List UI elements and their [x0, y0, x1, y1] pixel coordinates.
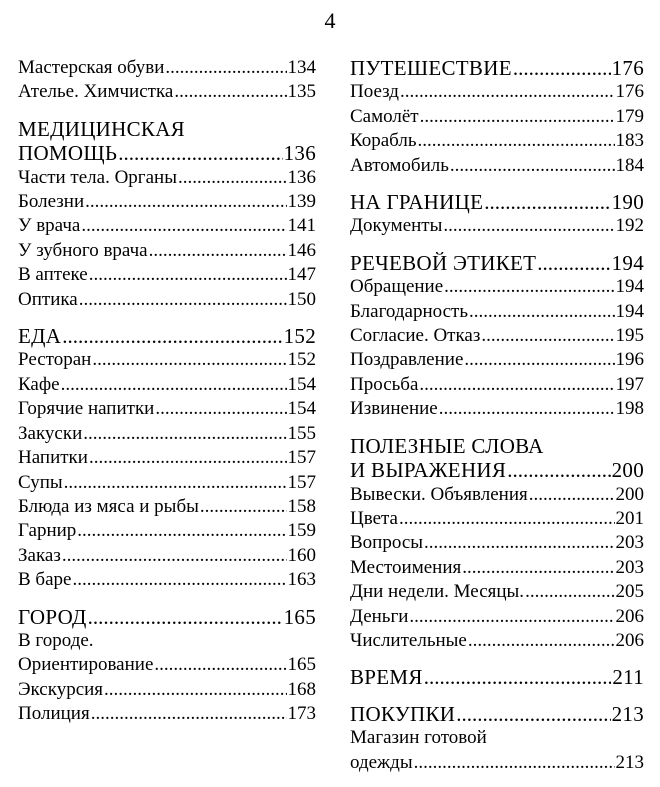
toc-entry-label: Кафе — [18, 373, 60, 395]
toc-entry — [18, 397, 316, 421]
toc-entry-label: Вывески. Объявления — [350, 483, 528, 505]
section-heading-page: 152 — [283, 324, 316, 349]
toc-entry — [350, 214, 644, 238]
dot-leader — [104, 678, 286, 702]
toc-entry-page: 134 — [287, 57, 316, 78]
toc-entry-page: 206 — [615, 629, 644, 651]
toc-entry — [18, 190, 316, 214]
dot-leader — [469, 300, 615, 324]
toc-entry-label: Поздравление — [350, 349, 464, 371]
toc-entry — [18, 495, 316, 519]
toc-entry — [350, 348, 644, 372]
section-heading — [350, 190, 644, 214]
section-heading-label: НА ГРАНИЦЕ — [350, 190, 484, 215]
toc-entry — [18, 56, 316, 80]
toc-entry — [350, 556, 644, 580]
dot-leader — [468, 629, 615, 653]
toc-entry-label: Согласие. Отказ — [350, 325, 481, 347]
toc-entry — [350, 300, 644, 324]
toc-entry-label: Ориентирование — [18, 654, 154, 676]
section-heading — [350, 251, 644, 275]
section-heading — [18, 605, 316, 629]
toc-right-column — [350, 56, 644, 787]
toc-entry — [350, 80, 644, 104]
toc-entry — [350, 324, 644, 348]
toc-entry-label: Горячие напитки — [18, 398, 155, 420]
toc-entry — [18, 263, 316, 287]
dot-leader — [424, 531, 614, 555]
toc-entry-page: 197 — [615, 373, 644, 395]
dot-leader — [464, 348, 614, 372]
toc-entry — [350, 605, 644, 629]
dot-leader — [155, 397, 286, 421]
toc-entry — [18, 653, 316, 677]
toc-entry-page: 198 — [615, 398, 644, 420]
section-heading-line: ПОЛЕЗНЫЕ СЛОВА — [350, 433, 544, 458]
toc-entry-label: Числительные — [350, 629, 467, 651]
toc-entry-label: Извинение — [350, 398, 438, 420]
section-heading-label: ЕДА — [18, 324, 62, 349]
dot-leader — [149, 239, 287, 263]
section-heading-page: 211 — [612, 665, 644, 690]
toc-entry-label: Болезни — [18, 191, 85, 213]
dot-leader — [62, 544, 287, 568]
toc-entry-label: В баре — [18, 569, 72, 591]
toc-entry — [18, 214, 316, 238]
toc-entry-page: 146 — [287, 239, 316, 261]
toc-entry — [350, 154, 644, 178]
toc-entry-page: 206 — [615, 605, 644, 627]
toc-entry-page: 176 — [615, 81, 644, 103]
dot-leader — [64, 471, 287, 495]
dot-leader — [400, 80, 615, 104]
toc-entry-page: 157 — [287, 447, 316, 469]
toc-entry — [18, 678, 316, 702]
toc-entry-page: 150 — [287, 288, 316, 310]
section-heading-page: 165 — [283, 604, 316, 629]
toc-entry-label: Супы — [18, 471, 63, 493]
toc-entry — [350, 751, 644, 775]
toc-entry-page: 157 — [287, 471, 316, 493]
toc-section-right-3 — [350, 434, 644, 654]
toc-section-left-0 — [18, 56, 316, 105]
dot-leader — [77, 519, 286, 543]
toc-entry — [350, 275, 644, 299]
toc-entry: В городе. — [18, 629, 94, 651]
page-number: 4 — [324, 8, 336, 33]
toc-entry — [18, 166, 316, 190]
dot-leader — [62, 324, 282, 348]
toc-entry-page: 192 — [615, 215, 644, 237]
toc-entry-label: Оптика — [18, 288, 78, 310]
toc-entry-label: Документы — [350, 215, 443, 237]
toc-entry: Магазин готовой — [350, 727, 487, 749]
dot-leader — [154, 653, 286, 677]
toc-entry — [350, 507, 644, 531]
section-heading-page: 200 — [611, 458, 644, 483]
section-heading-page: 213 — [611, 701, 644, 726]
toc-entry-label: Цвета — [350, 507, 398, 529]
toc-entry — [350, 580, 644, 604]
section-heading-line: МЕДИЦИНСКАЯ — [18, 116, 185, 141]
dot-leader — [200, 495, 287, 519]
toc-entry-label: Экскурсия — [18, 678, 104, 700]
toc-entry — [18, 373, 316, 397]
section-heading-label: ПОКУПКИ — [350, 701, 456, 726]
dot-leader — [439, 397, 615, 421]
toc-entry-label: У зубного врача — [18, 239, 148, 261]
dot-leader — [89, 446, 287, 470]
toc-entry-label: Благодарность — [350, 300, 468, 322]
dot-leader — [85, 190, 286, 214]
toc-entry-page: 168 — [287, 678, 316, 700]
toc-entry — [350, 397, 644, 421]
toc-entry — [18, 80, 316, 104]
toc-entry-label: Автомобиль — [350, 154, 449, 176]
toc-entry-label: Вопросы — [350, 532, 424, 554]
toc-entry-page: 160 — [287, 544, 316, 566]
toc-entry-label: Части тела. Органы — [18, 166, 177, 188]
dot-leader — [484, 190, 610, 214]
toc-entry-page: 194 — [615, 276, 644, 298]
toc-section-right-5 — [350, 702, 644, 775]
toc-entry-label: Местоимения — [350, 556, 462, 578]
toc-entry-label: Блюда из мяса и рыбы — [18, 495, 199, 517]
dot-leader — [174, 80, 286, 104]
toc-entry — [18, 568, 316, 592]
toc-entry-page: 213 — [615, 751, 644, 773]
section-heading — [18, 324, 316, 348]
section-heading-label: ПОМОЩЬ — [18, 141, 118, 166]
toc-entry — [18, 702, 316, 726]
toc-entry-page: 147 — [287, 264, 316, 286]
toc-entry-label: Поезд — [350, 81, 399, 103]
dot-leader — [481, 324, 614, 348]
toc-entry-page: 154 — [287, 373, 316, 395]
toc-entry-label: Корабль — [350, 130, 417, 152]
section-heading — [350, 56, 644, 80]
dot-leader — [462, 556, 614, 580]
section-heading — [350, 665, 644, 689]
section-heading — [18, 141, 316, 165]
dot-leader — [72, 568, 286, 592]
dot-leader — [83, 422, 286, 446]
toc-entry-label: В аптеке — [18, 264, 88, 286]
toc-entry — [350, 531, 644, 555]
toc-entry — [18, 239, 316, 263]
dot-leader — [414, 751, 615, 775]
dot-leader — [79, 288, 287, 312]
section-heading-label: РЕЧЕВОЙ ЭТИКЕТ — [350, 250, 537, 275]
dot-leader — [444, 275, 614, 299]
toc-entry-page: 201 — [615, 507, 644, 529]
toc-entry-page: 173 — [287, 703, 316, 725]
dot-leader — [456, 702, 610, 726]
toc-entry-page: 179 — [615, 105, 644, 127]
toc-entry-label: Дни недели. Месяцы. — [350, 581, 525, 603]
toc-entry-page: 152 — [287, 349, 316, 371]
toc-entry-label: Гарнир — [18, 520, 77, 542]
toc-entry-page: 159 — [287, 520, 316, 542]
toc-entry-page: 141 — [287, 215, 316, 237]
section-heading-label: ВРЕМЯ — [350, 665, 423, 690]
section-heading-page: 176 — [611, 56, 644, 80]
toc-section-left-3 — [18, 605, 316, 727]
toc-entry-label: Мастерская обуви — [18, 57, 165, 78]
dot-leader — [450, 154, 615, 178]
toc-entry-page: 154 — [287, 398, 316, 420]
toc-entry-label: У врача — [18, 215, 81, 237]
toc-entry-label: Самолёт — [350, 105, 419, 127]
toc-entry-label: Напитки — [18, 447, 88, 469]
toc-entry — [350, 105, 644, 129]
toc-section-right-2 — [350, 251, 644, 422]
dot-leader — [81, 214, 286, 238]
toc-entry-page: 196 — [615, 349, 644, 371]
toc-entry — [350, 629, 644, 653]
dot-leader — [118, 141, 282, 165]
dot-leader — [165, 56, 286, 80]
toc-entry-page: 136 — [287, 166, 316, 188]
toc-entry — [18, 519, 316, 543]
toc-section-left-1 — [18, 117, 316, 312]
toc-entry — [350, 373, 644, 397]
toc-entry-page: 163 — [287, 569, 316, 591]
dot-leader — [420, 105, 615, 129]
dot-leader — [61, 373, 287, 397]
dot-leader — [513, 56, 611, 80]
section-heading-page: 190 — [611, 190, 644, 215]
section-heading — [350, 702, 644, 726]
toc-section-right-0 — [350, 56, 644, 178]
toc-entry — [18, 471, 316, 495]
dot-leader — [424, 665, 612, 689]
dot-leader — [419, 373, 614, 397]
section-heading — [350, 458, 644, 482]
toc-entry-page: 203 — [615, 556, 644, 578]
toc-entry-label: Ателье. Химчистка — [18, 81, 174, 103]
toc-entry — [18, 544, 316, 568]
toc-entry-label: одежды — [350, 751, 413, 773]
section-heading-label: И ВЫРАЖЕНИЯ — [350, 458, 507, 483]
dot-leader — [88, 605, 283, 629]
toc-entry-label: Просьба — [350, 373, 419, 395]
toc-entry-label: Обращение — [350, 276, 444, 298]
dot-leader — [91, 702, 287, 726]
toc-entry-label: Закуски — [18, 422, 83, 444]
section-heading-page: 194 — [611, 250, 644, 275]
dot-leader — [537, 251, 610, 275]
dot-leader — [92, 348, 286, 372]
toc-section-right-1 — [350, 190, 644, 239]
toc-entry-page: 205 — [615, 581, 644, 603]
toc-left-column — [18, 56, 316, 739]
toc-entry — [18, 288, 316, 312]
dot-leader — [443, 214, 614, 238]
toc-entry-label: Ресторан — [18, 349, 92, 371]
toc-entry-page: 155 — [287, 422, 316, 444]
toc-entry-page: 158 — [287, 495, 316, 517]
dot-leader — [525, 580, 614, 604]
toc-entry-page: 203 — [615, 532, 644, 554]
toc-entry — [350, 483, 644, 507]
dot-leader — [409, 605, 614, 629]
section-heading-label: ГОРОД — [18, 604, 87, 629]
toc-entry — [350, 129, 644, 153]
toc-entry-page: 165 — [287, 654, 316, 676]
toc-entry-page: 184 — [615, 154, 644, 176]
toc-entry-label: Деньги — [350, 605, 409, 627]
dot-leader — [507, 458, 610, 482]
section-heading-page: 136 — [283, 141, 316, 166]
dot-leader — [89, 263, 287, 287]
dot-leader — [418, 129, 615, 153]
toc-entry — [18, 422, 316, 446]
toc-entry — [18, 446, 316, 470]
toc-entry-page: 194 — [615, 300, 644, 322]
toc-entry — [18, 348, 316, 372]
toc-entry-page: 139 — [287, 191, 316, 213]
dot-leader — [178, 166, 287, 190]
toc-entry-label: Заказ — [18, 544, 61, 566]
toc-entry-page: 135 — [287, 81, 316, 103]
toc-entry-page: 183 — [615, 130, 644, 152]
toc-entry-label: Полиция — [18, 703, 90, 725]
toc-section-left-2 — [18, 324, 316, 592]
dot-leader — [399, 507, 615, 531]
section-heading-label: ПУТЕШЕСТВИЕ — [350, 56, 512, 80]
toc-entry-page: 200 — [615, 483, 644, 505]
toc-entry-page: 195 — [615, 325, 644, 347]
dot-leader — [529, 483, 615, 507]
toc-section-right-4 — [350, 665, 644, 689]
